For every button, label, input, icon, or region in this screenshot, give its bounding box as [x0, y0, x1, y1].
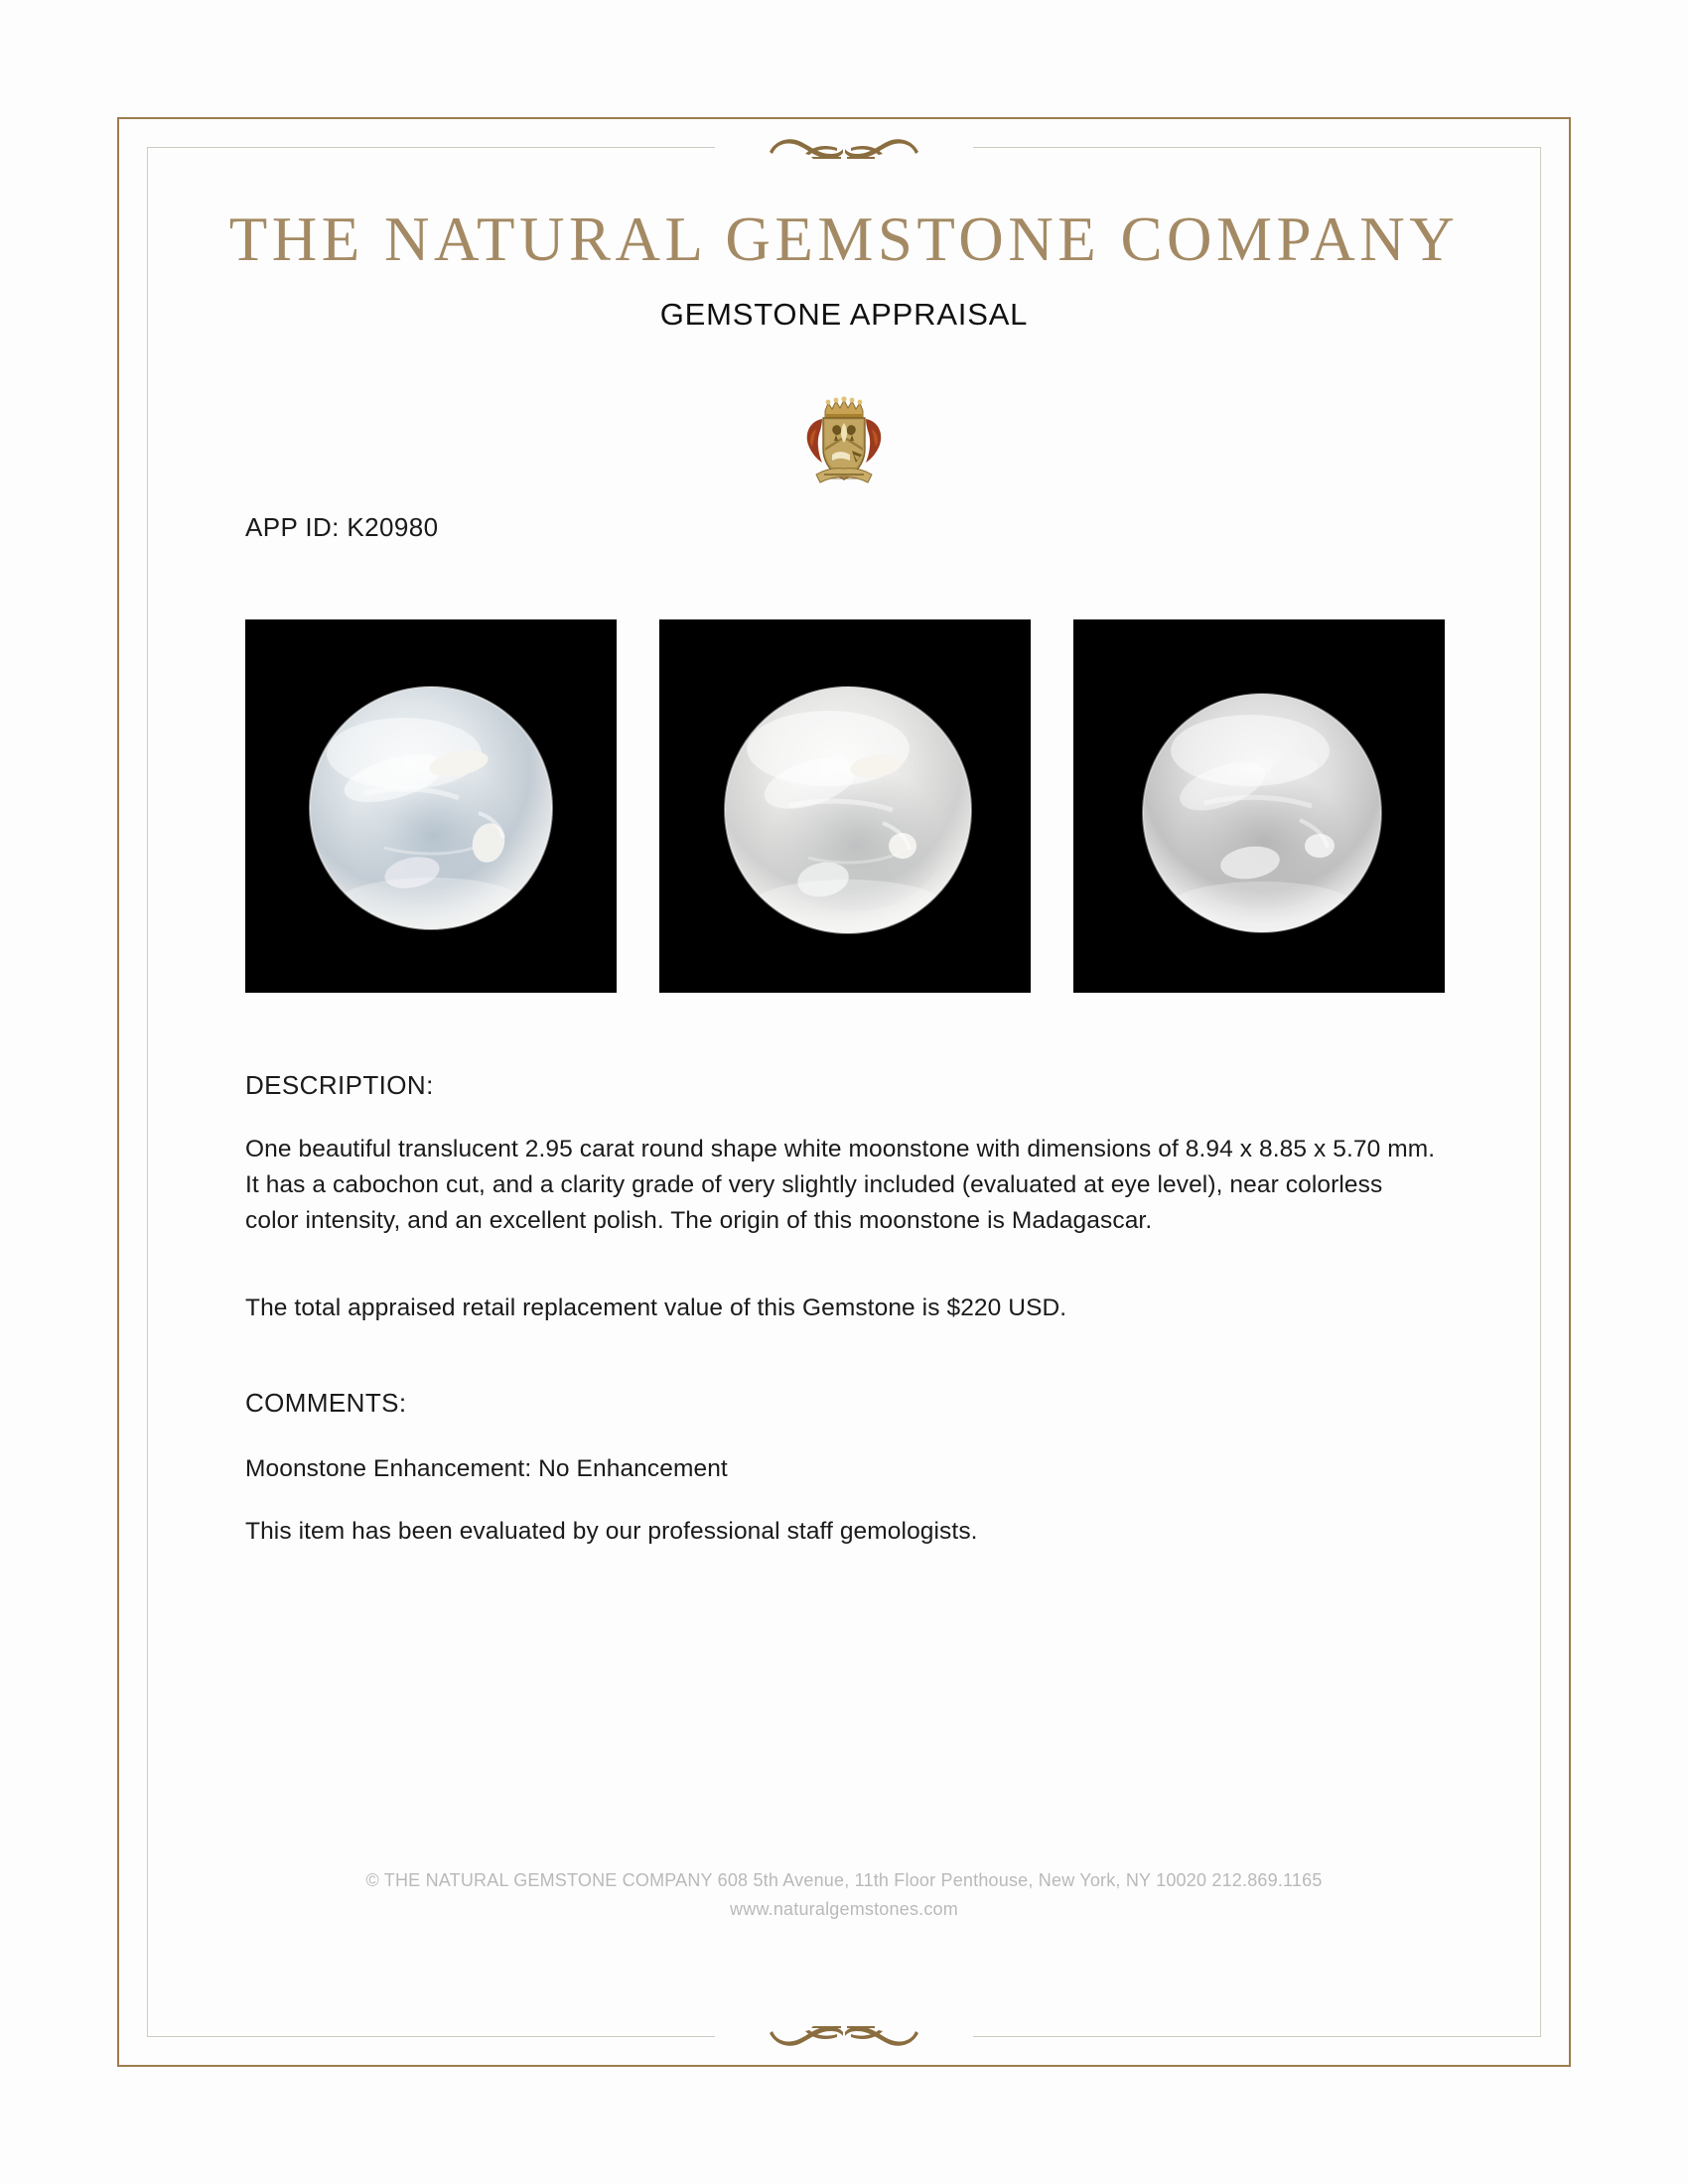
document-subtitle: GEMSTONE APPRAISAL	[659, 297, 1029, 332]
comment-enhancement: Moonstone Enhancement: No Enhancement	[245, 1455, 728, 1482]
comments-heading: COMMENTS:	[245, 1388, 407, 1418]
app-id-label: APP ID: K20980	[245, 512, 439, 542]
gemstone-photo-side	[1073, 619, 1445, 993]
gemstone-photo-front	[245, 619, 617, 993]
heraldic-crest-icon	[792, 389, 896, 492]
flourish-ornament-icon	[760, 128, 928, 168]
footer	[0, 1866, 1688, 1924]
gemstone-photo-angle	[659, 619, 1031, 993]
appraised-value-statement: The total appraised retail replacement value of this Gemstone is $220 USD.	[245, 1295, 1067, 1321]
footer-address-line: © THE NATURAL GEMSTONE COMPANY 608 5th Avenue, 11th Floor Penthouse, New York, NY 10020 212.869.1165	[365, 1870, 1323, 1890]
flourish-ornament-icon	[760, 2017, 928, 2057]
description-heading: DESCRIPTION:	[245, 1070, 434, 1100]
footer-website-line: www.naturalgemstones.com	[730, 1898, 958, 1919]
description-paragraph: One beautiful translucent 2.95 carat round shape white moonstone with dimensions of 8.94 x 8.85 x 5.70 mm. It has a cabochon cut, and a clarity grade of very slightly included (evaluated at eye level), near colorless color intensity, and an excellent polish. The origin of this moonstone is Madagascar.	[245, 1136, 1436, 1234]
company-title: THE NATURAL GEMSTONE COMPANY	[228, 205, 1460, 274]
gemstone-photo-row	[245, 619, 1445, 993]
top-ornament	[715, 125, 973, 171]
bottom-ornament	[715, 2014, 973, 2060]
comment-evaluation: This item has been evaluated by our professional staff gemologists.	[245, 1518, 978, 1545]
masthead	[0, 205, 1688, 333]
